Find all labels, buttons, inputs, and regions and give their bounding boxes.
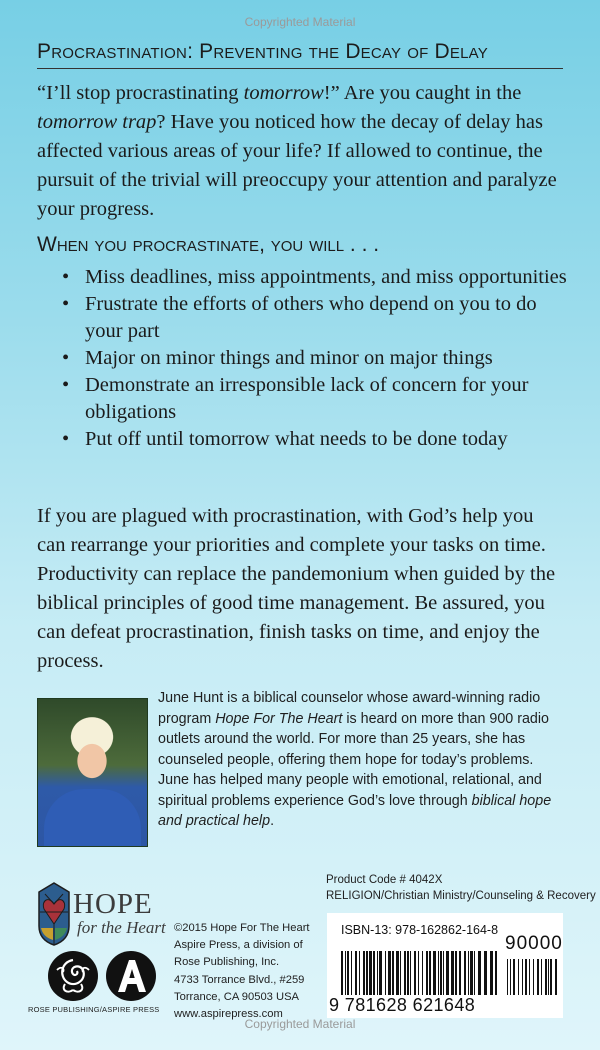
publisher-line: 4733 Torrance Blvd., #259 <box>174 973 305 986</box>
publisher-line: ©2015 Hope For The Heart <box>174 922 310 934</box>
section-subheading: When you procrastinate, you will . . . <box>37 233 380 256</box>
bullet-glyph: • <box>62 374 70 396</box>
consequence-list <box>37 264 567 453</box>
list-item <box>37 426 567 453</box>
list-item-text: Frustrate the efforts of others who depend on you to do your part <box>85 293 537 342</box>
publisher-website: www.aspirepress.com <box>174 1008 283 1021</box>
product-code: Product Code # 4042X <box>326 874 443 886</box>
bullet-glyph: • <box>62 266 70 288</box>
author-photo <box>37 698 148 847</box>
watermark-bottom: Copyrighted Material <box>244 1017 356 1031</box>
bio-program-name: Hope For The Heart <box>215 710 343 727</box>
stained-glass-heart-icon <box>37 882 71 946</box>
intro-text-3: ? Have you noticed how the decay of delay has affected various areas of your life? If allowed to continue, the pursuit of the trivial will preoccupy your attention and paralyze your progress. <box>37 111 557 220</box>
list-item-text: Miss deadlines, miss appointments, and miss opportunities <box>85 266 567 288</box>
bullet-glyph: • <box>62 293 70 315</box>
barcode-digits: 9 781628 621648 <box>329 995 476 1015</box>
intro-emphasis-1: tomorrow <box>243 82 324 104</box>
title-divider <box>37 68 563 69</box>
publisher-line: Rose Publishing, Inc. <box>174 956 280 969</box>
logo-hope-text: HOPE <box>73 888 153 920</box>
bullet-glyph: • <box>62 347 70 369</box>
closing-paragraph: If you are plagued with procrastination, with God’s help you can rearrange your priorities and complete your tasks on time. Productivity can replace the pandemonium when guided by the biblical principles of good time management. Be assured, you can defeat procrastination, finish tasks on time, and enjoy the process. <box>37 505 556 672</box>
list-item <box>37 372 567 426</box>
aspire-a-icon <box>105 950 157 1002</box>
intro-text-1: “I’ll stop procrastinating <box>37 82 244 104</box>
publisher-line: Aspire Press, a division of <box>174 939 303 952</box>
author-photo-shirt <box>44 789 141 846</box>
list-item <box>37 291 567 345</box>
list-item <box>37 264 567 291</box>
watermark-top: Copyrighted Material <box>244 15 356 29</box>
logo-heart-text: for the Heart <box>77 918 166 937</box>
product-info <box>326 872 596 904</box>
list-item-text: Put off until tomorrow what needs to be done today <box>85 428 508 450</box>
hope-for-the-heart-logo <box>37 880 167 950</box>
list-item-text: Demonstrate an irresponsible lack of concern for your obligations <box>85 374 529 423</box>
list-item-text: Major on minor things and minor on major things <box>85 347 493 369</box>
bio-emphasis: biblical hope and practical help <box>158 792 552 829</box>
bio-text-2: is heard on more than 900 radio outlets around the world. For more than 25 years, she has counseled people, offering them hope for today’s problems. June has helped many people with emotional, relational, and spiritual problems experience God’s love through <box>158 710 550 809</box>
intro-emphasis-2: tomorrow trap <box>37 111 157 133</box>
bullet-glyph: • <box>62 428 70 450</box>
rose-aspire-logos <box>47 950 157 1008</box>
page-title: Procrastination: Preventing the Decay of Delay <box>37 40 488 63</box>
product-category: RELIGION/Christian Ministry/Counseling & Recovery <box>326 890 596 902</box>
publisher-info <box>174 920 310 1023</box>
bio-text-3: . <box>270 813 275 829</box>
intro-paragraph <box>37 79 563 224</box>
bio-text-1: June Hunt is a biblical counselor whose award-winning radio program <box>158 690 541 727</box>
isbn-barcode <box>327 913 563 1018</box>
list-item <box>37 345 567 372</box>
isbn-number: ISBN-13: 978-162862-164-8 <box>341 923 499 937</box>
publisher-line: Torrance, CA 90503 USA <box>174 990 299 1003</box>
rose-publishing-name: ROSE PUBLISHING/ASPIRE PRESS <box>28 1005 160 1014</box>
intro-text-2: !” Are you caught in the <box>323 82 522 104</box>
rose-icon <box>47 950 99 1002</box>
barcode-addon-code: 90000 <box>505 933 563 954</box>
author-bio <box>158 688 563 832</box>
